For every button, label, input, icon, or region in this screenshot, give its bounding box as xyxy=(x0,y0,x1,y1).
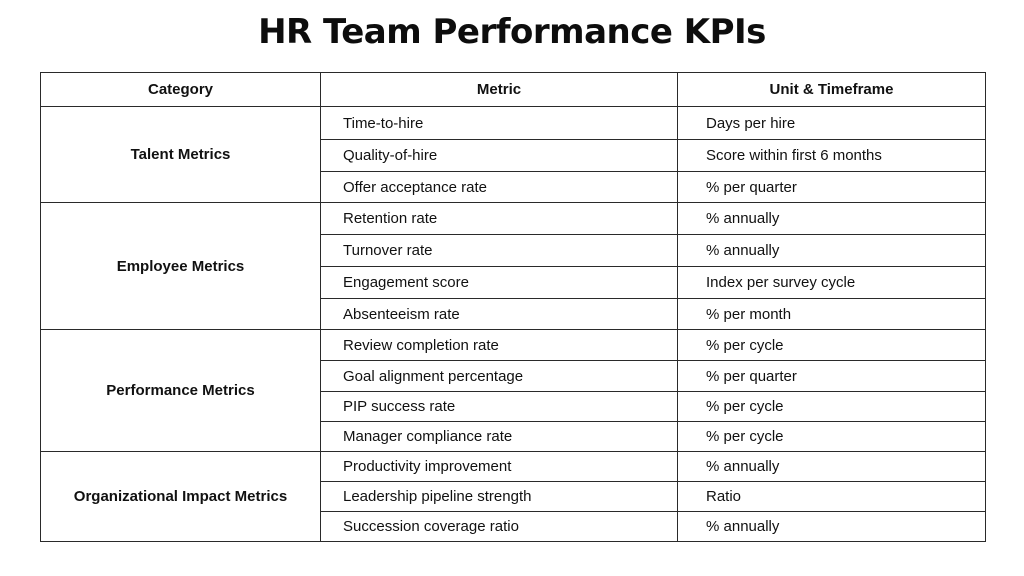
category-cell: Talent Metrics xyxy=(41,107,321,203)
unit-timeframe-cell: Index per survey cycle xyxy=(678,267,986,299)
header-row xyxy=(41,73,986,107)
unit-timeframe-cell: % per month xyxy=(678,299,986,330)
metric-cell: Review completion rate xyxy=(321,330,678,361)
table-body xyxy=(41,107,986,542)
metric-cell: Offer acceptance rate xyxy=(321,172,678,203)
metric-cell: Manager compliance rate xyxy=(321,422,678,452)
metric-cell: Retention rate xyxy=(321,203,678,235)
unit-timeframe-cell: % annually xyxy=(678,235,986,267)
header-unit-timeframe: Unit & Timeframe xyxy=(678,73,986,107)
table-row xyxy=(41,203,986,235)
category-cell: Organizational Impact Metrics xyxy=(41,452,321,542)
header-metric: Metric xyxy=(321,73,678,107)
metric-cell: Goal alignment percentage xyxy=(321,361,678,392)
unit-timeframe-cell: % per cycle xyxy=(678,330,986,361)
unit-timeframe-cell: % annually xyxy=(678,452,986,482)
unit-timeframe-cell: Score within first 6 months xyxy=(678,140,986,172)
metric-cell: Time-to-hire xyxy=(321,107,678,140)
metric-cell: Quality-of-hire xyxy=(321,140,678,172)
category-cell: Performance Metrics xyxy=(41,330,321,452)
unit-timeframe-cell: % per cycle xyxy=(678,422,986,452)
metric-cell: Engagement score xyxy=(321,267,678,299)
kpi-table xyxy=(40,72,986,542)
unit-timeframe-cell: % annually xyxy=(678,512,986,542)
metric-cell: Absenteeism rate xyxy=(321,299,678,330)
unit-timeframe-cell: % per quarter xyxy=(678,361,986,392)
unit-timeframe-cell: % per quarter xyxy=(678,172,986,203)
unit-timeframe-cell: % per cycle xyxy=(678,392,986,422)
table-row xyxy=(41,107,986,140)
category-cell: Employee Metrics xyxy=(41,203,321,330)
page-title: HR Team Performance KPIs xyxy=(258,12,766,52)
metric-cell: Leadership pipeline strength xyxy=(321,482,678,512)
metric-cell: Productivity improvement xyxy=(321,452,678,482)
metric-cell: PIP success rate xyxy=(321,392,678,422)
metric-cell: Turnover rate xyxy=(321,235,678,267)
table-row xyxy=(41,452,986,482)
table-header xyxy=(41,73,986,107)
unit-timeframe-cell: Days per hire xyxy=(678,107,986,140)
unit-timeframe-cell: % annually xyxy=(678,203,986,235)
header-category: Category xyxy=(41,73,321,107)
metric-cell: Succession coverage ratio xyxy=(321,512,678,542)
unit-timeframe-cell: Ratio xyxy=(678,482,986,512)
table-row xyxy=(41,330,986,361)
